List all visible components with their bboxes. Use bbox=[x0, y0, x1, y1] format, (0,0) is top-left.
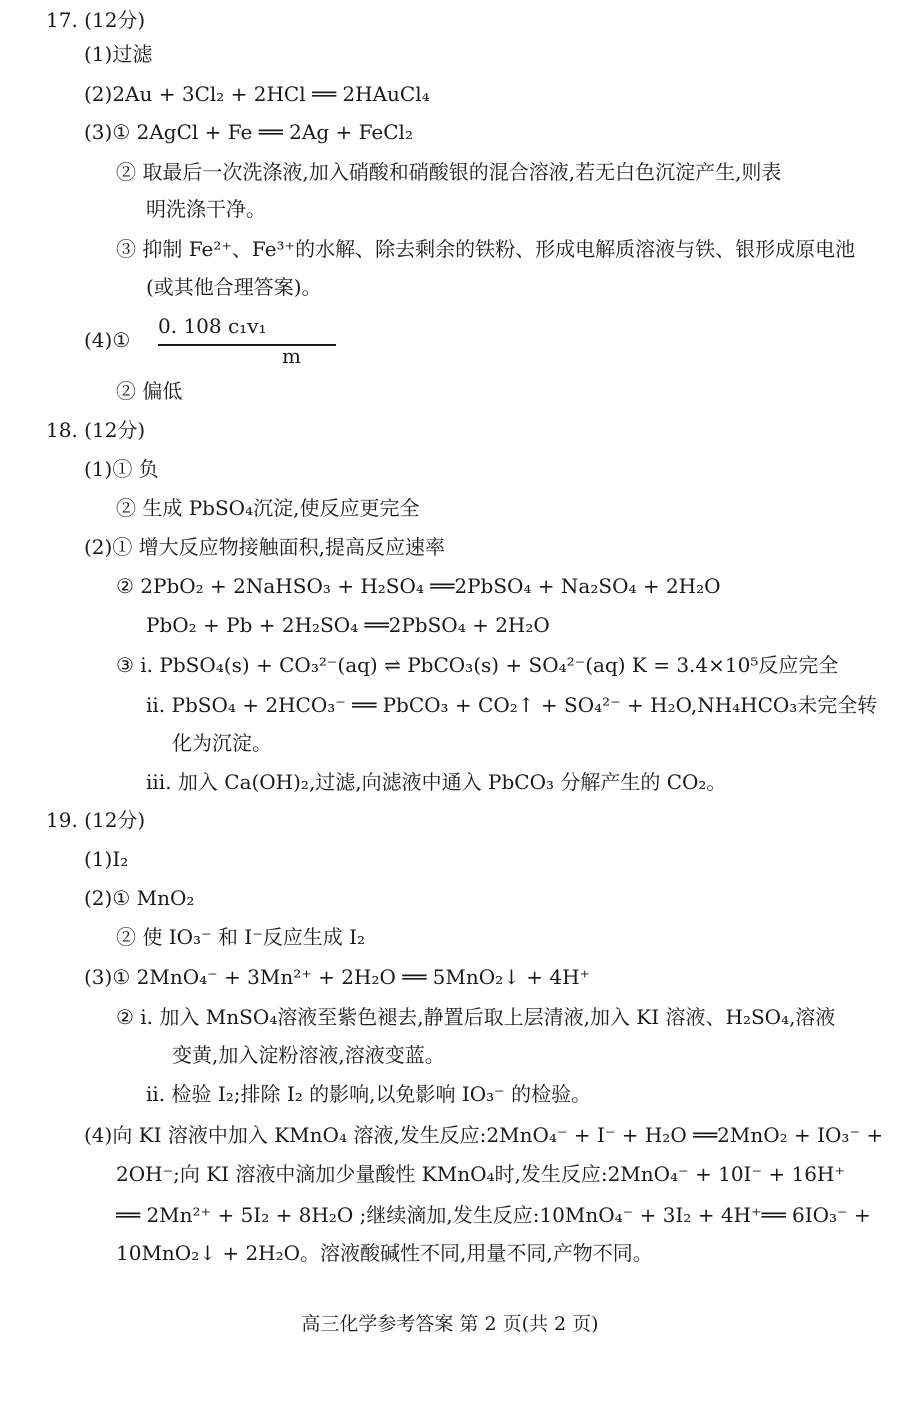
q19-part2-2: ② 使 IO₃⁻ 和 I⁻反应生成 I₂ bbox=[116, 925, 366, 949]
q18-part2-3-i: ③ i. PbSO₄(s) + CO₃²⁻(aq) ⇌ PbCO₃(s) + SO₄²⁻(aq) K = 3.4×10⁵反应完全 bbox=[116, 653, 839, 677]
q17-part4-2: ② 偏低 bbox=[116, 379, 183, 403]
q18-part1-2: ② 生成 PbSO₄沉淀,使反应更完全 bbox=[116, 496, 420, 520]
q18-part2-3-iii: iii. 加入 Ca(OH)₂,过滤,向滤液中通入 PbCO₃ 分解产生的 CO₂。 bbox=[146, 770, 727, 794]
page-footer: 高三化学参考答案 第 2 页(共 2 页) bbox=[301, 1313, 599, 1335]
q18-part2-2-equation2: PbO₂ + Pb + 2H₂SO₄ ══2PbSO₄ + 2H₂O bbox=[146, 613, 550, 637]
q18-part2-3-ii-line1: ii. PbSO₄ + 2HCO₃⁻ ══ PbCO₃ + CO₂↑ + SO₄²⁻ + H₂O,NH₄HCO₃未完全转 bbox=[146, 693, 878, 717]
q19-part3-2-i-line1: ② i. 加入 MnSO₄溶液至紫色褪去,静置后取上层清液,加入 KI 溶液、H₂SO₄,溶液 bbox=[116, 1005, 836, 1029]
q18-part2-1: (2)① 增大反应物接触面积,提高反应速率 bbox=[84, 535, 446, 559]
q19-part4-line3: ══ 2Mn²⁺ + 5I₂ + 8H₂O ;继续滴加,发生反应:10MnO₄⁻ + 3I₂ + 4H⁺══ 6IO₃⁻ + bbox=[116, 1203, 871, 1227]
fraction-numerator: 0. 108 c₁v₁ bbox=[158, 314, 267, 338]
q18-part1-1: (1)① 负 bbox=[84, 457, 159, 481]
q17-part3-2-line1: ② 取最后一次洗涤液,加入硝酸和硝酸银的混合溶液,若无白色沉淀产生,则表 bbox=[116, 160, 782, 184]
q19-part4-line4: 10MnO₂↓ + 2H₂O。溶液酸碱性不同,用量不同,产物不同。 bbox=[116, 1241, 653, 1265]
q17-part3-2-line2: 明洗涤干净。 bbox=[146, 197, 266, 221]
q19-header: 19. (12分) bbox=[46, 808, 146, 832]
q17-part4-label: (4)① bbox=[84, 328, 131, 352]
q18-part2-2-equation1: ② 2PbO₂ + 2NaHSO₃ + H₂SO₄ ══2PbSO₄ + Na₂SO₄ + 2H₂O bbox=[116, 574, 721, 598]
fraction-denominator: m bbox=[282, 344, 301, 368]
q18-part2-3-ii-line2: 化为沉淀。 bbox=[172, 731, 272, 755]
q19-part3-1-equation: (3)① 2MnO₄⁻ + 3Mn²⁺ + 2H₂O ══ 5MnO₂↓ + 4H⁺ bbox=[84, 965, 591, 989]
q18-header: 18. (12分) bbox=[46, 418, 146, 442]
q17-part1: (1)过滤 bbox=[84, 42, 153, 66]
q19-part4-line2: 2OH⁻;向 KI 溶液中滴加少量酸性 KMnO₄时,发生反应:2MnO₄⁻ + 10I⁻ + 16H⁺ bbox=[116, 1162, 845, 1186]
q19-part3-2-ii: ii. 检验 I₂;排除 I₂ 的影响,以免影响 IO₃⁻ 的检验。 bbox=[146, 1082, 592, 1106]
q17-part2-equation: (2)2Au + 3Cl₂ + 2HCl ══ 2HAuCl₄ bbox=[84, 82, 430, 106]
q19-part4-line1: (4)向 KI 溶液中加入 KMnO₄ 溶液,发生反应:2MnO₄⁻ + I⁻ + H₂O ══2MnO₂ + IO₃⁻ + bbox=[84, 1123, 884, 1147]
q17-header: 17. (12分) bbox=[46, 8, 146, 32]
q19-part2-1: (2)① MnO₂ bbox=[84, 886, 195, 910]
q17-part3-3-line1: ③ 抑制 Fe²⁺、Fe³⁺的水解、除去剩余的铁粉、形成电解质溶液与铁、银形成原电池 bbox=[116, 237, 856, 261]
q17-part3-1-equation: (3)① 2AgCl + Fe ══ 2Ag + FeCl₂ bbox=[84, 120, 413, 144]
q17-part3-3-line2: (或其他合理答案)。 bbox=[146, 275, 322, 299]
fraction-bar bbox=[158, 344, 336, 346]
q19-part3-2-i-line2: 变黄,加入淀粉溶液,溶液变蓝。 bbox=[172, 1043, 445, 1067]
q19-part1: (1)I₂ bbox=[84, 847, 129, 871]
